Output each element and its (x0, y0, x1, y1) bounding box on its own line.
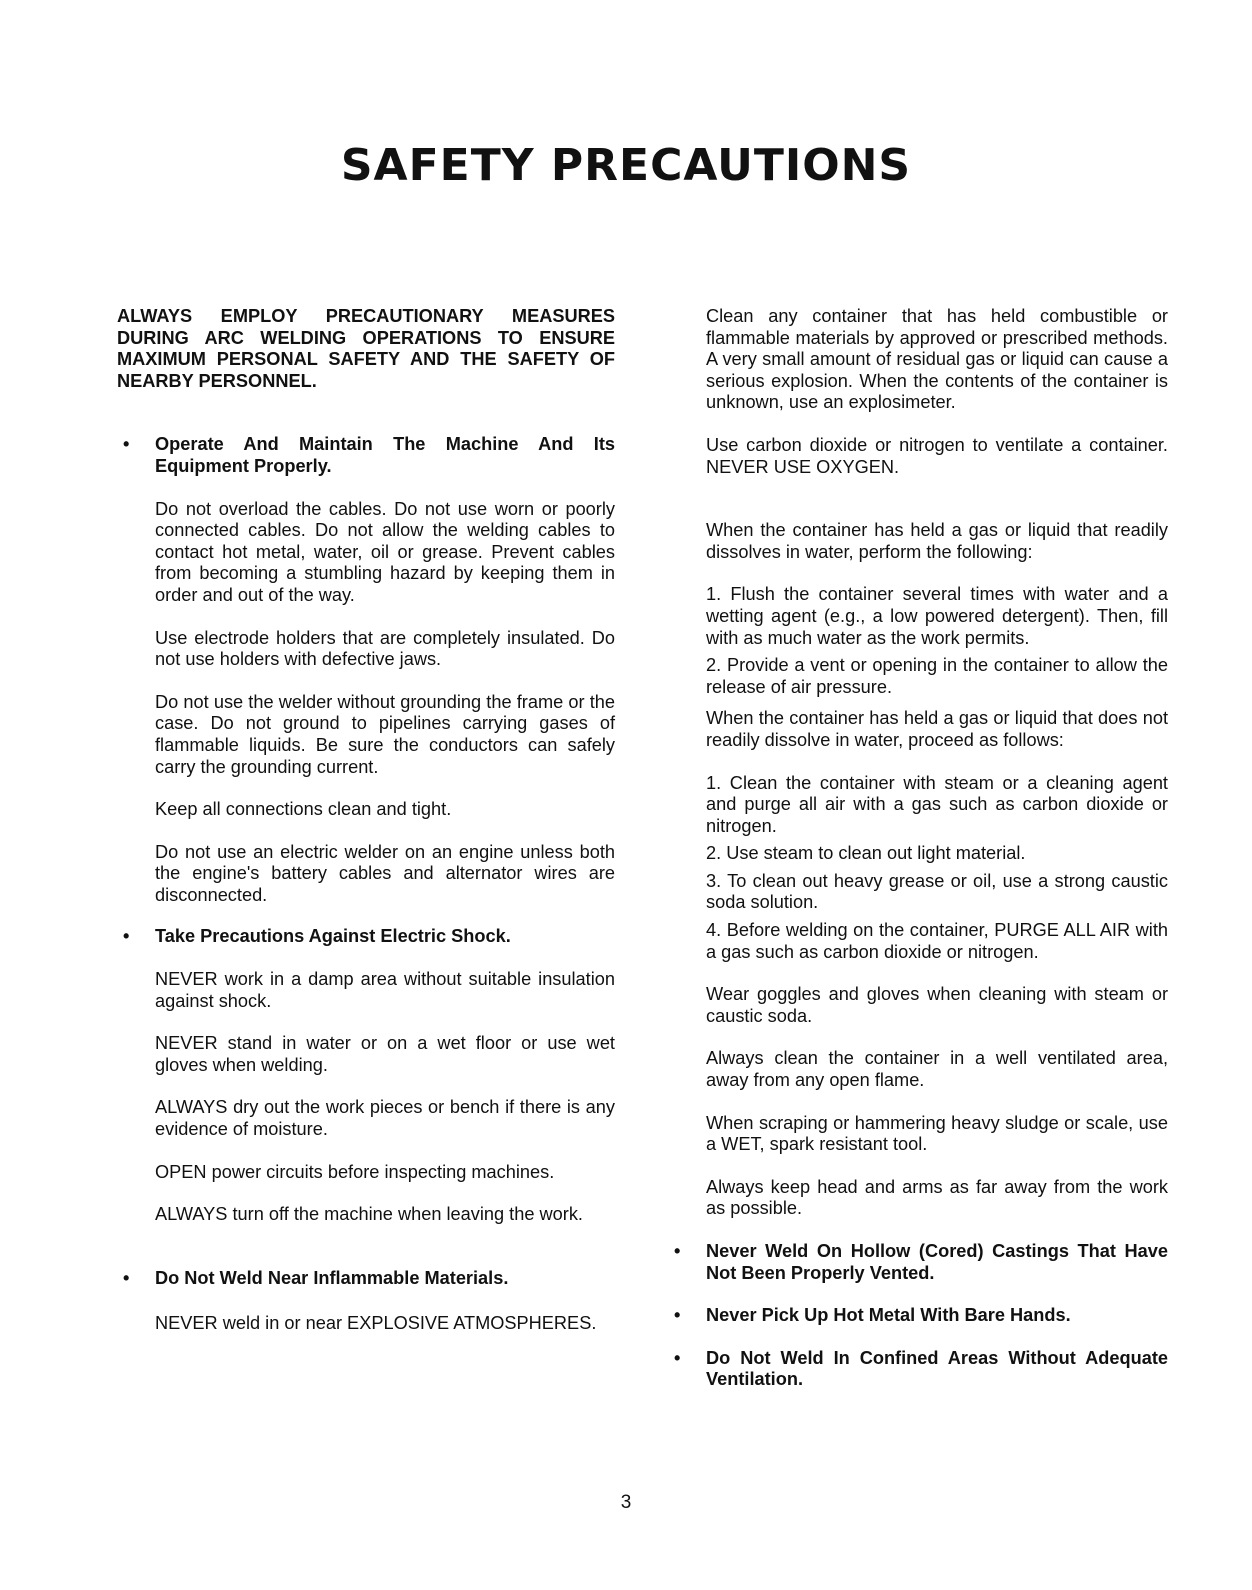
page-number: 3 (620, 1492, 632, 1513)
bullet-icon: • (123, 926, 130, 947)
bullet-confined-areas: • Do Not Weld In Confined Areas Without Adequate Ventilation. (674, 1347, 1168, 1390)
paragraph: When scraping or hammering heavy sludge or scale, use a WET, spark resistant tool. (706, 1112, 1168, 1155)
section-heading-inflammable: • Do Not Weld Near Inflammable Materials. (123, 1267, 509, 1288)
paragraph: ALWAYS dry out the work pieces or bench if there is any evidence of moisture. (155, 1097, 615, 1140)
intro-warning: ALWAYS EMPLOY PRECAUTIONARY MEASURES DURING ARC WELDING OPERATIONS TO ENSURE MAXIMUM PERSONAL SAFETY AND THE SAFETY OF NEARBY PERSONNEL. (117, 306, 615, 391)
list-item: 1. Flush the container several times with water and a wetting agent (e.g., a low powered detergent). Then, fill with as much water as the work permits. (706, 584, 1168, 648)
paragraph: Use electrode holders that are completely insulated. Do not use holders with defective jaws. (155, 627, 615, 670)
list-item: 4. Before welding on the container, PURGE ALL AIR with a gas such as carbon dioxide or nitrogen. (706, 920, 1168, 962)
paragraph: Clean any container that has held combustible or flammable materials by approved or prescribed methods. A very small amount of residual gas or liquid can cause a serious explosion. When the contents of the container is unknown, use an explosimeter. (706, 306, 1168, 413)
bullet-icon: • (674, 1347, 681, 1368)
list-item: 2. Provide a vent or opening in the container to allow the release of air pressure. (706, 655, 1168, 697)
list-item: 1. Clean the container with steam or a cleaning agent and purge all air with a gas such as carbon dioxide or nitrogen. (706, 772, 1168, 836)
paragraph: Do not overload the cables. Do not use worn or poorly connected cables. Do not allow the welding cables to contact hot metal, water, oil or grease. Prevent cables from becoming a stumbling hazard by keeping them in order and out of the way. (155, 498, 615, 605)
bullet-hollow-castings: • Never Weld On Hollow (Cored) Castings That Have Not Been Properly Vented. (674, 1241, 1168, 1283)
bullet-icon: • (123, 434, 130, 455)
paragraph: When the container has held a gas or liquid that does not readily dissolve in water, proceed as follows: (706, 708, 1168, 750)
paragraph: Wear goggles and gloves when cleaning with steam or caustic soda. (706, 984, 1168, 1026)
paragraph: Keep all connections clean and tight. (155, 799, 452, 820)
list-item: 2. Use steam to clean out light material. (706, 843, 1026, 864)
left-column (117, 306, 615, 1335)
section-heading-shock: • Take Precautions Against Electric Shock. (123, 926, 511, 947)
paragraph: Always clean the container in a well ventilated area, away from any open flame. (706, 1048, 1168, 1091)
bullet-icon: • (674, 1305, 681, 1326)
paragraph: Always keep head and arms as far away from the work as possible. (706, 1176, 1168, 1219)
paragraph: NEVER stand in water or on a wet floor or use wet gloves when welding. (155, 1033, 615, 1075)
paragraph: When the container has held a gas or liquid that readily dissolves in water, perform the following: (706, 520, 1168, 562)
bullet-icon: • (674, 1241, 681, 1261)
list-item: 3. To clean out heavy grease or oil, use a strong caustic soda solution. (706, 870, 1168, 913)
right-column (674, 306, 1168, 1391)
paragraph: NEVER weld in or near EXPLOSIVE ATMOSPHERES. (155, 1313, 597, 1334)
page-title: SAFETY PRECAUTIONS (340, 140, 912, 191)
paragraph: Use carbon dioxide or nitrogen to ventilate a container. NEVER USE OXYGEN. (706, 434, 1168, 477)
section-heading-operate: • Operate And Maintain The Machine And Its Equipment Properly. (123, 434, 615, 476)
paragraph: ALWAYS turn off the machine when leaving the work. (155, 1204, 583, 1225)
paragraph: OPEN power circuits before inspecting machines. (155, 1161, 555, 1182)
bullet-hot-metal: • Never Pick Up Hot Metal With Bare Hands. (674, 1305, 1071, 1326)
paragraph: Do not use an electric welder on an engine unless both the engine's battery cables and alternator wires are disconnected. (155, 841, 615, 905)
paragraph: NEVER work in a damp area without suitable insulation against shock. (155, 969, 615, 1011)
bullet-icon: • (123, 1267, 130, 1288)
paragraph: Do not use the welder without grounding the frame or the case. Do not ground to pipelines carrying gases of flammable liquids. Be sure the conductors can safely carry the grounding current. (155, 691, 615, 777)
